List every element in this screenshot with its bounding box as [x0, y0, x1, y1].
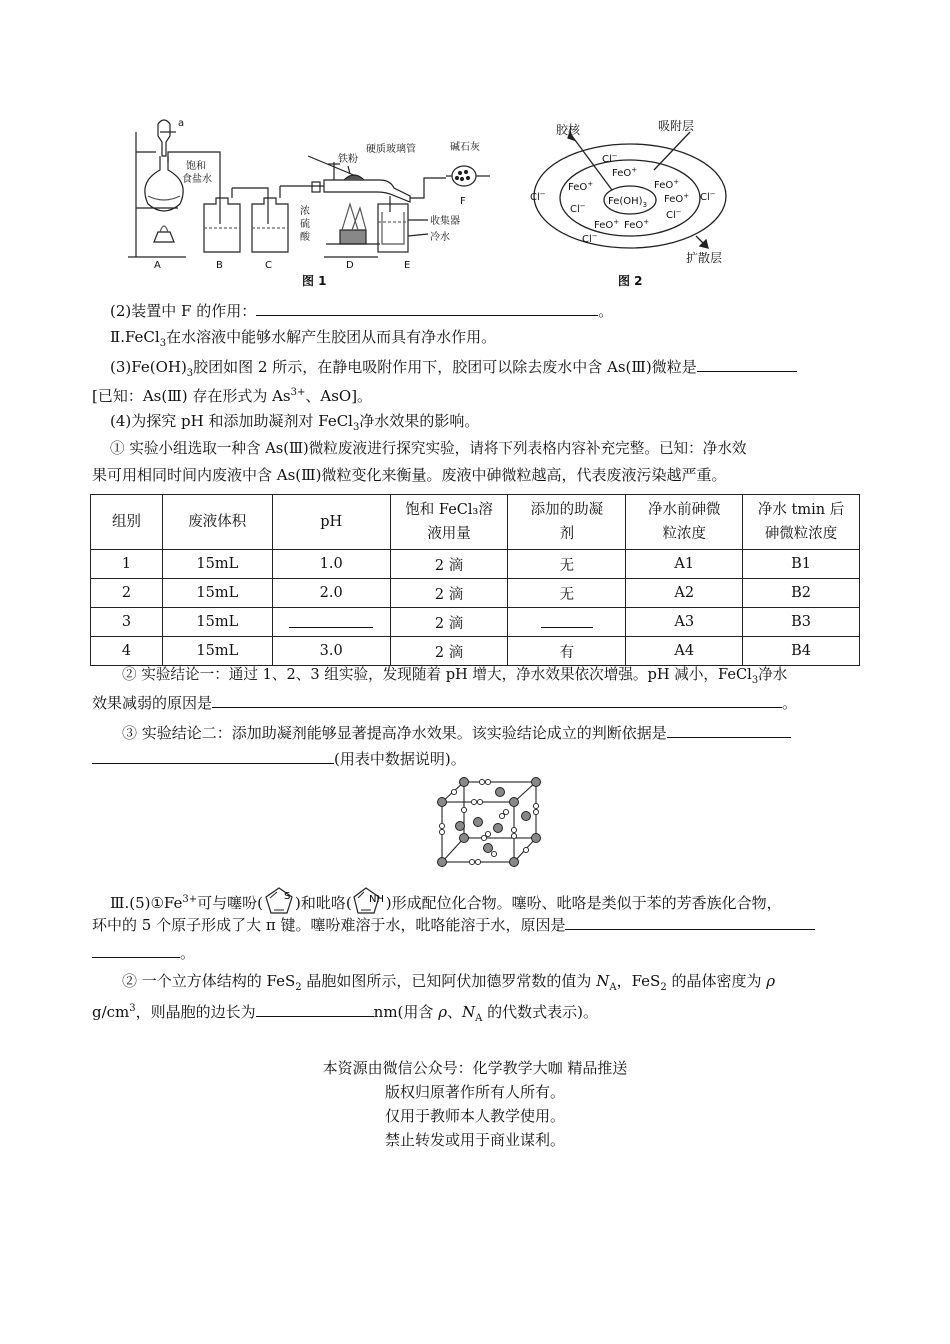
label-saturated-brine: 饱和	[186, 161, 206, 172]
answer-blank[interactable]	[697, 356, 797, 372]
q4-sub: 3	[352, 422, 360, 433]
cell: 1.0	[272, 550, 390, 579]
figure-1-caption: 图 1	[302, 274, 327, 288]
label-hard-glass-tube: 硬质玻璃管	[366, 144, 416, 155]
header-coagulant: 添加的助凝 剂	[508, 495, 626, 550]
s3-d: )形成配位化合物。噻吩、吡咯是类似于苯的芳香族化合物，	[385, 894, 782, 912]
cell: B3	[743, 608, 860, 637]
ion-cl: Cl−	[570, 202, 586, 215]
cell: B4	[743, 637, 860, 666]
cell: 4	[91, 637, 163, 666]
label-collector: 收集器	[430, 216, 460, 227]
header-fecl3-dose: 饱和 FeCl₃溶 液用量	[390, 495, 508, 550]
ion-feo: FeO+	[624, 218, 650, 231]
sec2-post: 在水溶液中能够水解产生胶团从而具有净水作用。	[166, 328, 497, 346]
ion-cl: Cl−	[602, 152, 618, 165]
table-row	[91, 579, 860, 608]
section-2-intro	[92, 326, 858, 355]
rho-symbol: ρ	[438, 1003, 448, 1021]
label-a: a	[178, 118, 185, 129]
ion-cl: Cl−	[530, 190, 546, 203]
s32-sup: 3	[129, 1003, 136, 1014]
answer-blank[interactable]	[256, 1001, 374, 1017]
cell: A3	[626, 608, 743, 637]
c2-end: 。	[782, 694, 798, 712]
s32-i: 的代数式表示)。	[482, 1003, 599, 1021]
section-3-q5	[92, 884, 858, 918]
s3-b: 可与噻吩(	[197, 894, 264, 912]
cell: 15mL	[162, 579, 272, 608]
answer-blank[interactable]	[92, 942, 180, 958]
label-f: F	[460, 196, 466, 207]
ion-cl: Cl−	[666, 208, 682, 221]
fes2-unit-cell	[436, 776, 546, 868]
question-3	[92, 356, 858, 385]
s32-d: 的晶体密度为	[666, 972, 767, 990]
c2-b: 净水	[758, 666, 788, 683]
figure-2-caption: 图 2	[618, 274, 643, 288]
cell: A2	[626, 579, 743, 608]
q4-b: 净水效果的影响。	[359, 412, 480, 430]
header-group: 组别	[91, 495, 163, 550]
label-colloid-core: 胶核	[556, 123, 581, 137]
ion-feo: FeO+	[654, 178, 680, 191]
figure-1-apparatus	[128, 112, 500, 272]
s3-c: )和吡咯(	[295, 894, 352, 912]
s32-sub: 2	[295, 982, 302, 993]
ion-feo: FeO+	[612, 166, 638, 179]
question-2	[92, 300, 858, 322]
cell: 无	[508, 550, 626, 579]
question-4	[92, 410, 858, 439]
q2-text: (2)装置中 F 的作用：	[110, 302, 257, 320]
cell: 有	[508, 637, 626, 666]
s3-sup: 3+	[182, 894, 198, 905]
label-diffusion-layer: 扩散层	[686, 251, 723, 265]
question-4-1-b	[92, 464, 858, 486]
s32-na: N	[462, 1003, 476, 1021]
q3-sub: 3	[186, 368, 194, 379]
section-3-q5-2	[92, 970, 858, 999]
q4-1a: ① 实验小组选取一种含 As(Ⅲ)微粒废液进行探究实验，请将下列表格内容补充完整。已知：净水效	[110, 440, 747, 457]
cell: 2 滴	[390, 608, 508, 637]
table-row	[91, 608, 860, 637]
cell: 2 滴	[390, 550, 508, 579]
label-cold-water: 冷水	[430, 232, 450, 243]
header-volume: 废液体积	[162, 495, 272, 550]
ion-feo: FeO+	[664, 192, 690, 205]
answer-blank[interactable]	[256, 300, 598, 316]
cell: 15mL	[162, 637, 272, 666]
q4-1b: 果可用相同时间内废液中含 As(Ⅲ)微粒变化来衡量。废液中砷微粒越高，代表废液污染越严重。	[92, 466, 727, 484]
c3-b: (用表中数据说明)。	[334, 750, 466, 768]
label-conc-sulfuric: 浓	[300, 206, 310, 217]
cell: 2	[91, 579, 163, 608]
s32-b: 晶胞如图所示，已知阿伏加德罗常数的值为	[301, 972, 597, 990]
s32-a: ② 一个立方体结构的 FeS	[122, 972, 296, 990]
answer-blank[interactable]	[541, 612, 593, 628]
ion-feo: FeO+	[568, 180, 594, 193]
c2-a: ② 实验结论一：通过 1、2、3 组实验，发现随着 pH 增大，净水效果依次增强。pH 减小，FeCl	[122, 666, 752, 683]
q3-c: [已知：As(Ⅲ) 存在形式为 As	[92, 387, 291, 405]
q3-d: 、AsO]。	[305, 387, 373, 405]
label-A: A	[154, 260, 161, 271]
s3-e: 环中的 5 个原子形成了大 π 键。噻吩难溶于水，吡咯能溶于水，原因是	[92, 916, 566, 934]
cell: A4	[626, 637, 743, 666]
pyrrole-nh: NH	[368, 894, 384, 905]
footer-line-3: 仅用于教师本人教学使用。	[384, 1107, 565, 1125]
cell: 15mL	[162, 608, 272, 637]
table-row	[91, 637, 860, 666]
c2-c: 效果减弱的原因是	[92, 694, 213, 712]
ph-answer-cell[interactable]	[272, 608, 390, 637]
cell: 无	[508, 579, 626, 608]
section-3-q5-c	[92, 942, 858, 964]
s32-sub2: 2	[660, 982, 667, 993]
cell: 2 滴	[390, 637, 508, 666]
s3-a: Ⅲ.(5)①Fe	[110, 894, 183, 912]
question-3-note	[92, 382, 858, 407]
c3-a: ③ 实验结论二：添加助凝剂能够显著提高净水效果。该实验结论成立的判断依据是	[122, 724, 667, 742]
answer-blank[interactable]	[565, 914, 815, 930]
label-conc-sulfuric-2: 硫	[300, 219, 310, 230]
label-saturated-brine-2: 食盐水	[182, 174, 212, 185]
label-D: D	[346, 260, 354, 271]
s3-end: 。	[180, 944, 196, 962]
header-before-conc: 净水前砷微 粒浓度	[626, 495, 743, 550]
cell: 2 滴	[390, 579, 508, 608]
coagulant-answer-cell[interactable]	[508, 608, 626, 637]
footer-line-2: 版权归原著作所有人所有。	[384, 1083, 565, 1101]
footer-line-1: 本资源由微信公众号：化学教学大咖 精品推送	[322, 1059, 628, 1077]
answer-blank[interactable]	[92, 748, 334, 764]
section-3-q5-2-b	[92, 998, 858, 1030]
label-iron-powder: 铁粉	[338, 154, 358, 165]
s32-na-sub: A	[475, 1013, 483, 1024]
label-C: C	[265, 260, 272, 271]
label-E: E	[404, 260, 411, 271]
label-B: B	[216, 260, 223, 271]
q3-b: 胶团如图 2 所示，在静电吸附作用下，胶团可以除去废水中含 As(Ⅲ)微粒是	[193, 358, 697, 376]
experiment-table	[90, 494, 860, 666]
conclusion-2-b	[92, 748, 858, 770]
cell: B2	[743, 579, 860, 608]
question-4-1	[92, 438, 858, 460]
cell: 3.0	[272, 637, 390, 666]
cell: B1	[743, 550, 860, 579]
s32-f: ，则晶胞的边长为	[135, 1003, 256, 1021]
answer-blank[interactable]	[667, 722, 791, 738]
q4-a: (4)为探究 pH 和添加助凝剂对 FeCl	[110, 412, 353, 430]
q3-sup: 3+	[290, 387, 306, 398]
cell: 2.0	[272, 579, 390, 608]
answer-blank[interactable]	[289, 612, 373, 628]
cell: 3	[91, 608, 163, 637]
s32-na: N	[596, 972, 610, 990]
q2-end: 。	[598, 302, 614, 320]
cell: 15mL	[162, 550, 272, 579]
table-header-row	[91, 495, 860, 550]
cell: A1	[626, 550, 743, 579]
thiophene-s: S	[284, 891, 291, 902]
conclusion-1	[92, 664, 858, 692]
label-soda-lime: 碱石灰	[450, 142, 480, 153]
pyrrole-structure	[352, 884, 386, 918]
ion-cl: Cl−	[582, 232, 598, 245]
cell: 1	[91, 550, 163, 579]
s32-g: nm(用含	[373, 1003, 439, 1021]
conclusion-1-b	[92, 692, 858, 714]
s32-na-sub: A	[609, 982, 617, 993]
sec2-sub: 3	[159, 338, 167, 349]
c2-sub: 3	[751, 674, 759, 686]
ion-feo: FeO+	[594, 218, 620, 231]
s32-h: 、	[447, 1003, 463, 1021]
ion-cl: Cl−	[700, 190, 716, 203]
conclusion-2	[92, 722, 858, 744]
label-conc-sulfuric-3: 酸	[300, 232, 310, 243]
table-row	[91, 550, 860, 579]
sec2-pre: Ⅱ.FeCl	[110, 328, 160, 346]
q3-a: (3)Fe(OH)	[110, 358, 187, 376]
label-adsorption-layer: 吸附层	[658, 119, 695, 133]
header-after-conc: 净水 tmin 后 砷微粒浓度	[743, 495, 860, 550]
header-ph: pH	[272, 495, 390, 550]
figure-2-colloid	[522, 112, 734, 270]
rho-symbol: ρ	[766, 972, 776, 990]
thiophene-structure	[263, 884, 295, 918]
s32-e: g/cm	[92, 1003, 130, 1021]
footer-line-4: 禁止转发或用于商业谋利。	[384, 1131, 565, 1149]
label-core: $Fe(OH)_3$	[608, 196, 648, 209]
s32-c: ，FeS	[616, 972, 661, 990]
answer-blank[interactable]	[212, 692, 782, 708]
section-3-q5-b	[92, 914, 858, 936]
